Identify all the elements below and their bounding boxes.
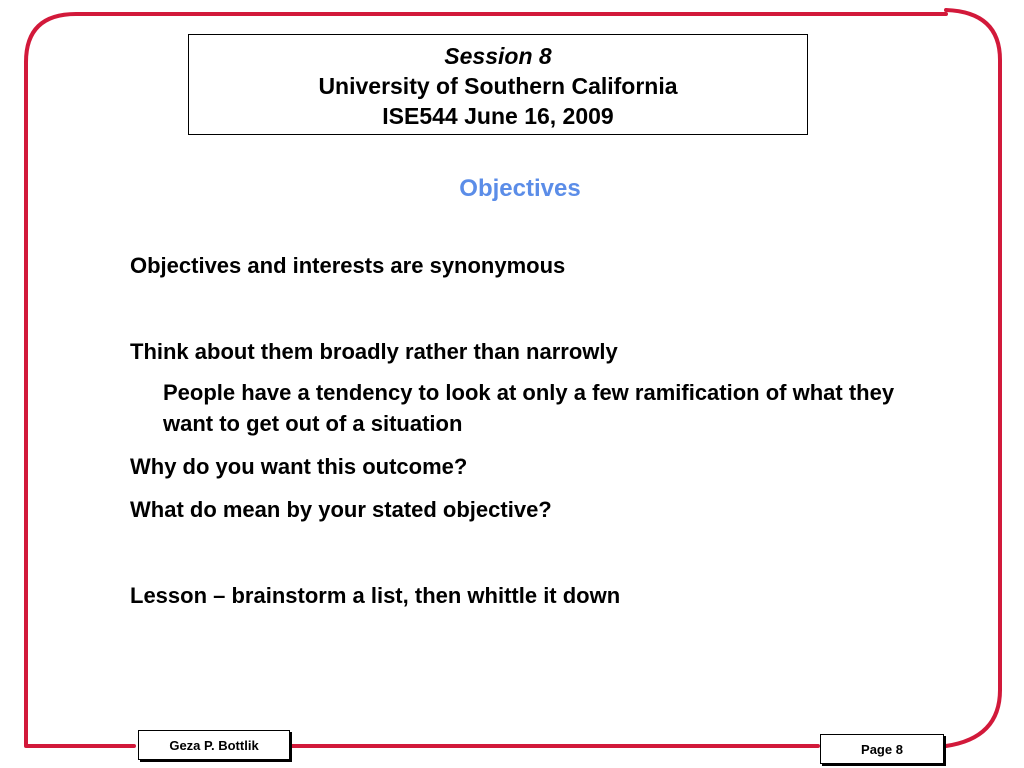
frame-right-path [946,10,1000,690]
slide-title: Objectives [459,175,581,202]
page-number-footer [820,734,944,764]
session-label: Session 8 [444,43,552,69]
sub-bullet-1: People have a tendency to look at only a few ramification of what they want to get out of a situation [163,380,895,436]
bullet-3: Why do you want this outcome? [130,454,468,479]
author-label: Geza P. Bottlik [169,737,259,753]
bullet-5: Lesson – brainstorm a list, then whittle it down [130,583,621,608]
page-number-label: Page 8 [861,741,903,757]
frame-left-path [26,62,134,746]
header-box [188,34,808,135]
institution-label: University of Southern California [318,73,678,99]
bullet-4: What do mean by your stated objective? [130,497,552,522]
course-date-label: ISE544 June 16, 2009 [382,103,614,129]
frame-bottom-right-path [946,690,1000,746]
author-footer [138,730,290,760]
bullet-1: Objectives and interests are synonymous [130,253,566,278]
bullet-2: Think about them broadly rather than narrowly [130,339,618,364]
